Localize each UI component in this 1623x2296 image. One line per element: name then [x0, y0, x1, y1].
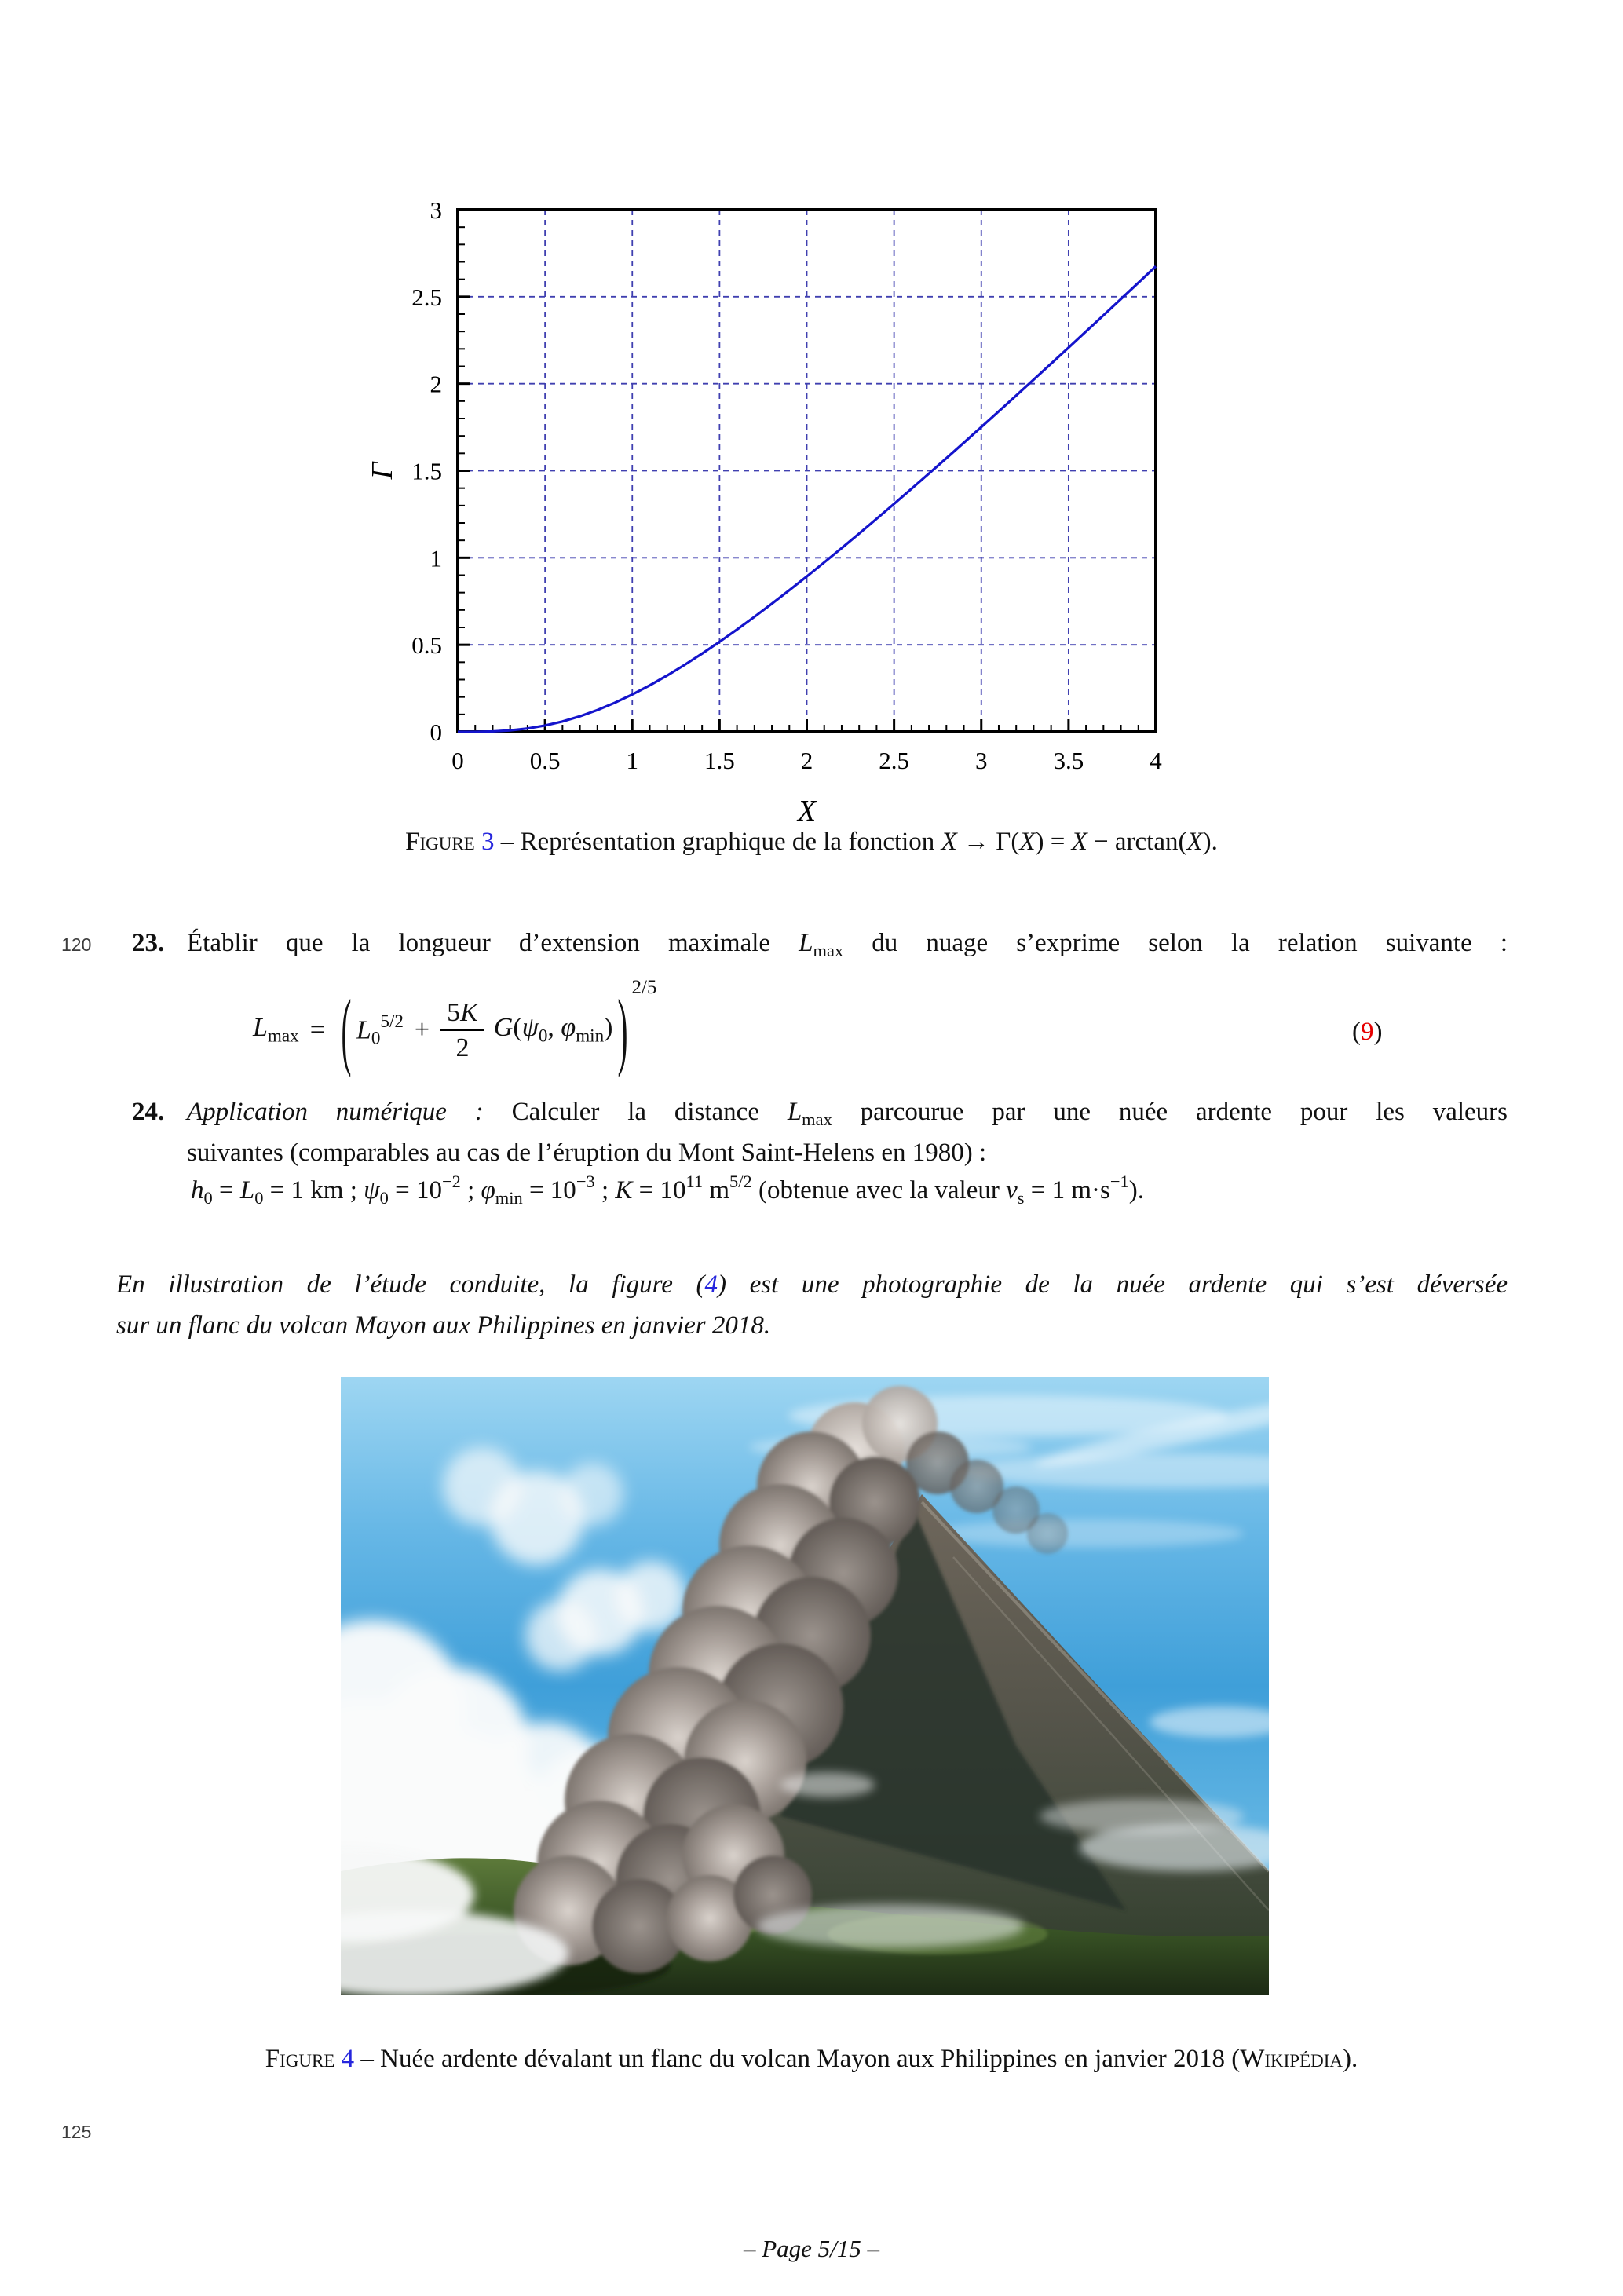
svg-text:1: 1 — [626, 747, 638, 774]
svg-text:2: 2 — [800, 747, 813, 774]
figure-ref-link[interactable]: 4 — [341, 2045, 355, 2073]
svg-text:1: 1 — [430, 544, 442, 572]
y-axis-label: Γ — [366, 462, 399, 480]
figure4-caption: Figure 4 – Nuée ardente dévalant un flanc du volcan Mayon aux Philippines en janvier 2018 (Wikipédia). — [265, 2045, 1358, 2073]
volcano-scene — [341, 1377, 1269, 1995]
note-paragraph-line2: sur un flanc du volcan Mayon aux Philippines en janvier 2018. — [116, 1311, 771, 1340]
close-paren: ) — [617, 982, 628, 1078]
figure-ref-link[interactable]: 3 — [481, 828, 495, 856]
open-paren: ( — [341, 982, 352, 1078]
equation-9 — [253, 978, 658, 1082]
equation-number-tag: (9) — [1352, 1018, 1383, 1046]
svg-text:2: 2 — [430, 370, 442, 398]
equation-lhs: $L_{max}$ — [253, 1013, 299, 1047]
svg-text:0: 0 — [451, 747, 464, 774]
svg-text:0.5: 0.5 — [529, 747, 561, 774]
question-23-number: 23. — [132, 929, 165, 957]
page-footer: – Page 5/15 – — [743, 2235, 880, 2262]
line-number-120: 120 — [61, 934, 92, 955]
svg-text:3: 3 — [430, 196, 442, 224]
svg-text:3.5: 3.5 — [1053, 747, 1084, 774]
svg-text:1.5: 1.5 — [704, 747, 735, 774]
svg-text:3: 3 — [975, 747, 988, 774]
equals-sign: = — [309, 1015, 325, 1044]
question-24-line3: $h_0 = L_0 = 1$ km ; $\psi_0 = 10^{-2}$ ; $\varphi_{min} = 10^{-3}$ ; $K = 10^{11}$ $m^{5/2}$ (obtenue avec la valeur $v_s = 1$ $m\cdot s^{-1}$). — [191, 1172, 1145, 1208]
question-24-number: 24. — [132, 1098, 165, 1126]
equation-term2: $G(\psi_0$, $\varphi_{min}$) — [493, 1013, 613, 1047]
svg-text:1.5: 1.5 — [411, 457, 442, 485]
fraction-5K-over-2 — [440, 997, 484, 1063]
outer-exponent: 2/5 — [631, 977, 657, 998]
svg-text:4: 4 — [1150, 747, 1162, 774]
svg-text:2.5: 2.5 — [879, 747, 909, 774]
question-23-text: Établir que la longueur d’extension maximale $L_{max}$ du nuage s’exprime selon la relation suivante : — [187, 929, 1508, 961]
line-number-125: 125 — [61, 2122, 92, 2142]
fraction-numerator: 5K — [440, 997, 484, 1031]
figure-ref-link[interactable]: 4 — [704, 1270, 718, 1299]
svg-text:0.5: 0.5 — [411, 631, 442, 660]
question-24-line1: Application numérique : Calculer la distance $L_{max}$ parcourue par une nuée ardente pour les valeurs — [187, 1098, 1508, 1130]
figure4-photo — [341, 1377, 1269, 1995]
svg-text:2.5: 2.5 — [411, 283, 442, 311]
figure3-caption: Figure 3 – Représentation graphique de la fonction X → Γ(X) = X − arctan(X). — [405, 828, 1218, 856]
note-paragraph-line1: En illustration de l’étude conduite, la figure (4) est une photographie de la nuée ardente qui s’est déversée — [116, 1270, 1508, 1299]
figure3-chart — [0, 0, 1623, 903]
svg-text:0: 0 — [430, 718, 442, 746]
x-axis-label: X — [797, 795, 817, 828]
question-24-line2: suivantes (comparables au cas de l’éruption du Mont Saint-Helens en 1980) : — [187, 1139, 987, 1167]
equation-term1: $L_0^{5/2}$ — [356, 1011, 404, 1049]
fraction-denominator: 2 — [455, 1033, 470, 1062]
plus-sign: + — [414, 1015, 430, 1044]
